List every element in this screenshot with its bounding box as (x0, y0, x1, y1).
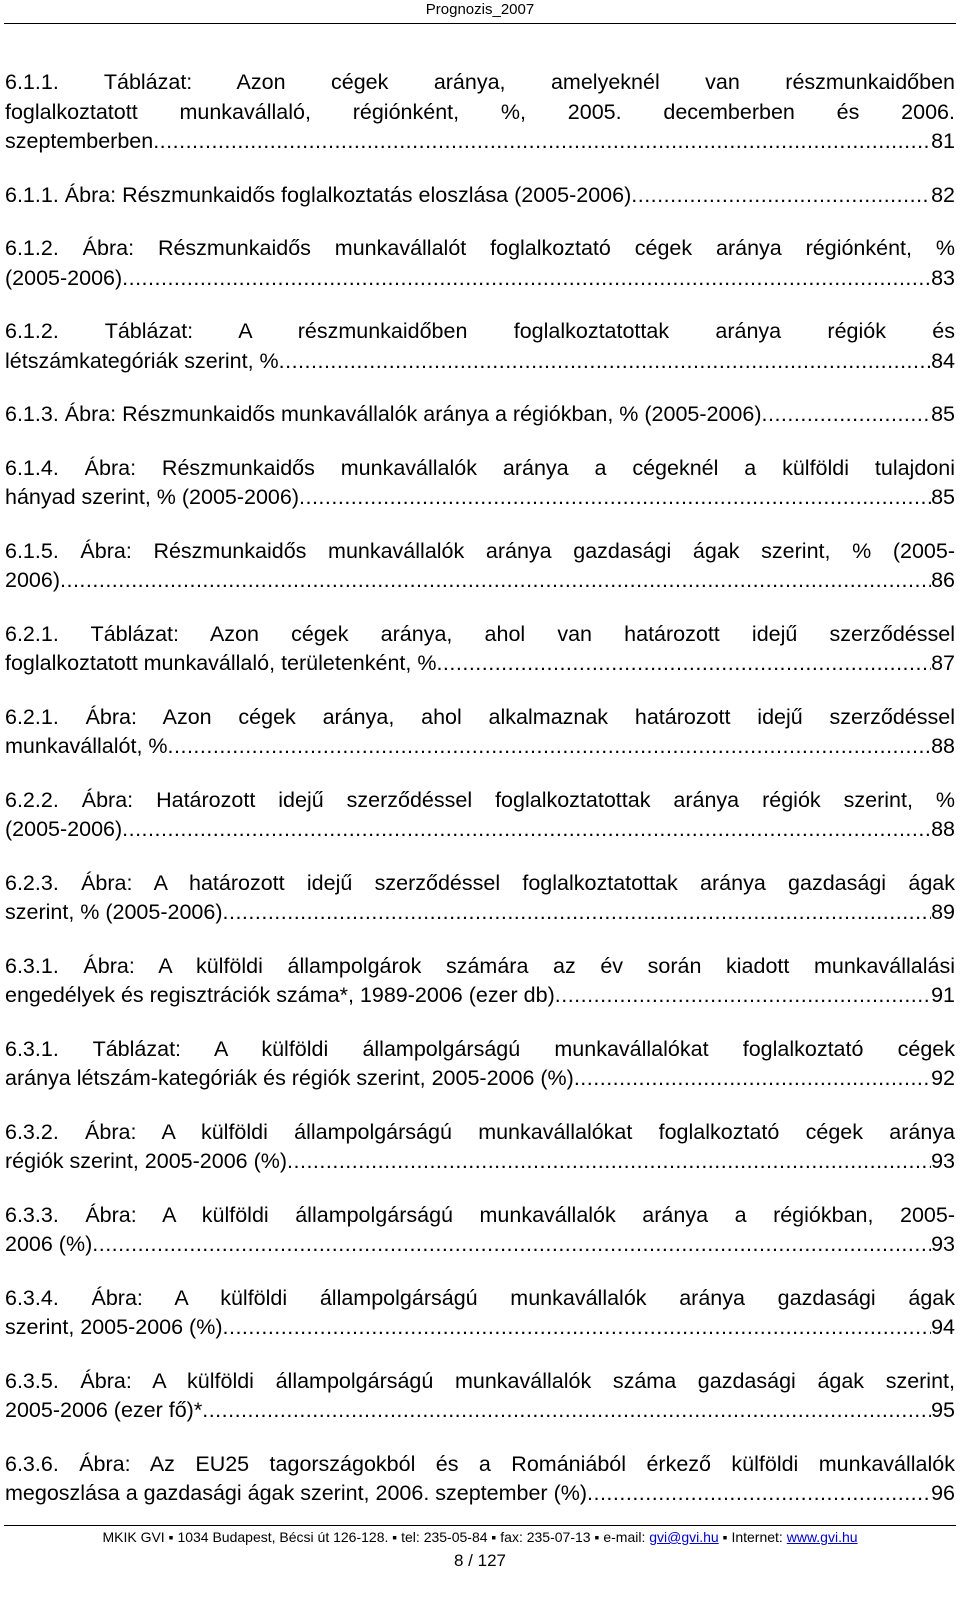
toc-entry-text-line: szerint, 2005-2006 (%) (5, 1315, 223, 1339)
dot-leader (631, 181, 931, 211)
dot-leader (92, 1230, 931, 1260)
toc-entry-text-line: létszámkategóriák szerint, % (5, 348, 279, 373)
toc-entry[interactable] (5, 1367, 955, 1426)
toc-page-number: 94 (931, 1315, 955, 1339)
toc-entry-text-line: 6.2.1. Ábra: Azon cégek aránya, ahol alkalmaznak határozott idejű szerződéssel (5, 704, 955, 729)
toc-page-number: 91 (931, 983, 955, 1007)
dot-leader (762, 400, 932, 430)
toc-entry-text-line: munkavállalót, % (5, 734, 168, 758)
toc-entry-text-line: hányad szerint, % (2005-2006) (5, 485, 300, 509)
dot-leader (223, 898, 932, 928)
dot-leader (122, 815, 931, 845)
toc-entry-text-line: aránya létszám-kategóriák és régiók szerint, 2005-2006 (%) (5, 1066, 574, 1090)
toc-page-number: 96 (931, 1481, 955, 1505)
toc-entry-text-line: (2005-2006) (5, 265, 123, 290)
toc-entry-leader-line (5, 1230, 955, 1260)
footer-address: 1034 Budapest, Bécsi út 126-128. (177, 1529, 389, 1545)
dot-leader (202, 1396, 931, 1426)
table-of-contents (5, 68, 955, 1533)
toc-entry[interactable] (5, 454, 955, 513)
toc-page-number: 92 (931, 1066, 955, 1090)
toc-entry-leader-line (5, 898, 955, 928)
footer-email-link[interactable]: gvi@gvi.hu (649, 1529, 719, 1545)
toc-entry-leader-line (5, 981, 955, 1011)
toc-entry-leader-line (5, 815, 955, 845)
toc-entry[interactable] (5, 869, 955, 928)
toc-entry-text-line: 6.1.1. Ábra: Részmunkaidős foglalkoztatás eloszlása (2005-2006) (5, 182, 632, 207)
toc-entry-text-line: 6.1.2. Táblázat: A részmunkaidőben foglalkoztatottak aránya régiók és (5, 319, 955, 343)
toc-entry-text-line: 6.3.5. Ábra: A külföldi állampolgárságú munkavállalók száma gazdasági ágak szerint, (5, 1368, 955, 1393)
footer-separator: ▪ (168, 1529, 174, 1545)
toc-entry[interactable] (5, 181, 955, 211)
footer-separator: ▪ (594, 1529, 600, 1545)
toc-entry-leader-line (5, 127, 955, 157)
toc-page-number: 84 (931, 348, 955, 373)
toc-entry[interactable] (5, 786, 955, 845)
toc-entry-text-line: 6.2.2. Ábra: Határozott idejű szerződéssel foglalkoztatottak aránya régiók szerint, % (5, 787, 955, 812)
toc-entry-text-line: 6.1.2. Ábra: Részmunkaidős munkavállalót foglalkoztató cégek aránya régiónként, % (5, 236, 955, 260)
toc-entry[interactable] (5, 1284, 955, 1343)
toc-page-number: 86 (931, 568, 955, 592)
toc-entry[interactable] (5, 400, 955, 430)
dot-leader (223, 1313, 932, 1343)
toc-entry-text-line: 6.1.4. Ábra: Részmunkaidős munkavállalók aránya a cégeknél a külföldi tulajdoni (5, 455, 955, 480)
toc-entry[interactable] (5, 1450, 955, 1509)
toc-entry-text-line: szerint, % (2005-2006) (5, 900, 223, 924)
toc-entry-text-line: 2006 (%) (5, 1232, 93, 1256)
toc-entry-text-line: 6.1.1. Táblázat: Azon cégek aránya, amelyeknél van részmunkaidőben (5, 70, 955, 94)
footer-divider (4, 1525, 956, 1526)
footer-tel: tel: 235-05-84 (401, 1529, 488, 1545)
toc-entry-leader-line (5, 566, 955, 596)
toc-entry-text-line: 6.3.1. Táblázat: A külföldi állampolgárságú munkavállalókat foglalkoztató cégek (5, 1036, 955, 1061)
footer-separator: ▪ (722, 1529, 728, 1545)
toc-entry[interactable] (5, 537, 955, 596)
toc-entry-text-line: 6.2.3. Ábra: A határozott idejű szerződéssel foglalkoztatottak aránya gazdasági ágak (5, 870, 955, 895)
toc-entry-leader-line (5, 1313, 955, 1343)
toc-page-number: 95 (931, 1398, 955, 1422)
dot-leader (153, 127, 931, 157)
toc-entry-text-line: 6.3.2. Ábra: A külföldi állampolgárságú munkavállalókat foglalkoztató cégek aránya (5, 1119, 955, 1144)
toc-page-number: 93 (931, 1149, 955, 1173)
running-header (0, 0, 960, 19)
toc-entry-leader-line (5, 1479, 955, 1509)
dot-leader (287, 1147, 931, 1177)
toc-entry[interactable] (5, 317, 955, 376)
toc-entry[interactable] (5, 1201, 955, 1260)
toc-entry-text-line: 6.1.3. Ábra: Részmunkaidős munkavállalók aránya a régiókban, % (2005-2006) (5, 402, 762, 426)
footer-internet-label: Internet: (731, 1529, 783, 1545)
toc-entry-text-line: régiók szerint, 2005-2006 (%) (5, 1149, 288, 1173)
dot-leader (279, 347, 931, 377)
dot-leader (555, 981, 931, 1011)
toc-entry-text-line: 2006) (5, 568, 60, 592)
toc-entry-text-line: (2005-2006) (5, 817, 123, 841)
toc-entry-leader-line (5, 1147, 955, 1177)
toc-entry-text-line: 6.3.4. Ábra: A külföldi állampolgárságú munkavállalók aránya gazdasági ágak (5, 1285, 955, 1310)
toc-entry-text-line: 6.3.6. Ábra: Az EU25 tagországokból és a Romániából érkező külföldi munkavállalók (5, 1451, 955, 1476)
footer-separator: ▪ (491, 1529, 497, 1545)
toc-page-number: 85 (931, 402, 955, 426)
toc-entry-text-line: megoszlása a gazdasági ágak szerint, 2006. szeptember (%) (5, 1481, 588, 1505)
toc-entry-text-line: engedélyek és regisztrációk száma*, 1989-2006 (ezer db) (5, 983, 555, 1007)
toc-entry-text-line: foglalkoztatott munkavállaló, területenként, % (5, 651, 437, 675)
toc-entry[interactable] (5, 952, 955, 1011)
document-title: Prognozis_2007 (425, 1, 535, 18)
toc-entry-text-line: 6.3.3. Ábra: A külföldi állampolgárságú munkavállalók aránya a régiókban, 2005- (5, 1202, 955, 1227)
toc-entry-leader-line (5, 1396, 955, 1426)
footer-separator: ▪ (392, 1529, 398, 1545)
toc-page-number: 87 (931, 651, 955, 675)
toc-page-number: 81 (931, 129, 955, 153)
toc-entry-leader-line (5, 347, 955, 377)
toc-entry-leader-line (5, 400, 955, 430)
toc-entry-text-line: 2005-2006 (ezer fő)* (5, 1398, 203, 1422)
footer-email-label: e-mail: (603, 1529, 646, 1545)
toc-entry-text-line: foglalkoztatott munkavállaló, régiónként, %, 2005. decemberben és 2006. (5, 99, 955, 124)
toc-entry[interactable] (5, 703, 955, 762)
dot-leader (436, 649, 931, 679)
toc-page-number: 88 (931, 734, 955, 758)
toc-page-number: 85 (931, 485, 955, 509)
toc-entry[interactable] (5, 68, 955, 157)
toc-entry-text-line: 6.3.1. Ábra: A külföldi állampolgárok számára az év során kiadott munkavállalási (5, 953, 955, 978)
footer-org: MKIK GVI (102, 1529, 165, 1545)
toc-entry-text-line: 6.1.5. Ábra: Részmunkaidős munkavállalók aránya gazdasági ágak szerint, % (2005- (5, 538, 955, 563)
dot-leader (122, 264, 931, 294)
toc-page-number: 89 (931, 900, 955, 924)
toc-page-number: 88 (931, 817, 955, 841)
toc-entry-leader-line (5, 649, 955, 679)
page-number: 8 / 127 (454, 1551, 506, 1570)
toc-entry[interactable] (5, 1035, 955, 1094)
toc-page-number: 82 (931, 182, 955, 207)
header-divider (4, 23, 956, 24)
toc-entry-leader-line (5, 264, 955, 294)
toc-page-number: 93 (931, 1232, 955, 1256)
toc-entry-text-line: 6.2.1. Táblázat: Azon cégek aránya, ahol van határozott idejű szerződéssel (5, 621, 955, 646)
dot-leader (299, 483, 931, 513)
toc-entry-leader-line (5, 181, 955, 211)
toc-entry-text-line: szeptemberben (5, 129, 154, 153)
footer-website-link[interactable]: www.gvi.hu (786, 1529, 858, 1545)
toc-entry[interactable] (5, 620, 955, 679)
footer-fax: fax: 235-07-13 (500, 1529, 591, 1545)
dot-leader (587, 1479, 931, 1509)
toc-entry-leader-line (5, 483, 955, 513)
dot-leader (168, 732, 932, 762)
dot-leader (574, 1064, 931, 1094)
dot-leader (60, 566, 931, 596)
toc-page-number: 83 (931, 265, 955, 290)
toc-entry[interactable] (5, 1118, 955, 1177)
toc-entry-leader-line (5, 1064, 955, 1094)
toc-entry-leader-line (5, 732, 955, 762)
page-footer (0, 1528, 960, 1546)
toc-entry[interactable] (5, 234, 955, 293)
